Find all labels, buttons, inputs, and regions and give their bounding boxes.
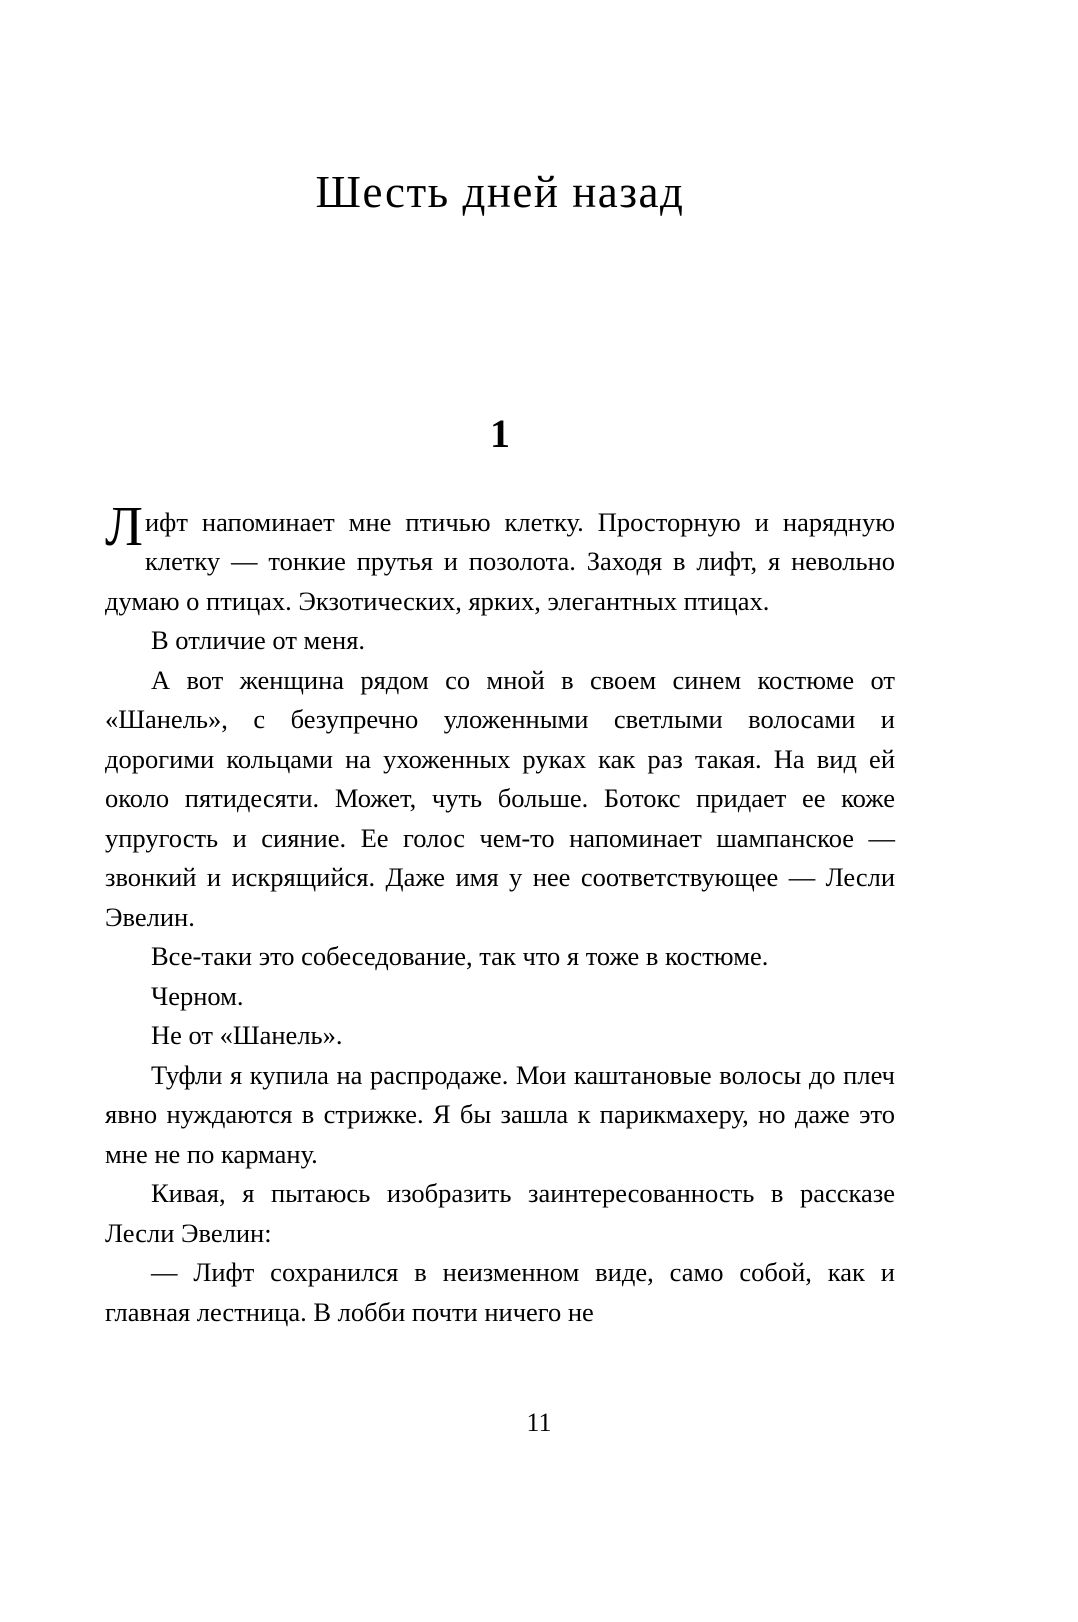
paragraph-1 [105, 495, 895, 622]
part-title: Шесть дней назад [315, 167, 685, 217]
paragraph-8: Кивая, я пытаюсь изобразить заинтересованность в рассказе Лесли Эвелин: [105, 1178, 895, 1248]
paragraph-7: Туфли я купила на распродаже. Мои каштановые волосы до плеч явно нуждаются в стрижке. Я бы зашла к парикмахеру, но даже это мне не по карману. [105, 1059, 895, 1169]
drop-cap: Л [105, 495, 143, 558]
page-number: 11 [526, 1408, 552, 1437]
chapter-number: 1 [490, 410, 510, 456]
paragraph-3: А вот женщина рядом со мной в своем синем костюме от «Шанель», с безупречно уложенными светлыми волосами и дорогими кольцами на ухоженных руках как раз такая. На вид ей около пятидесяти. Может, чуть больше. Ботокс придает ее коже упругость и сияние. Ее голос чем-то напоминает шампанское — звонкий и искрящийся. Даже имя у нее соответствующее — Лесли Эвелин. [105, 664, 895, 932]
paragraph-text: ифт напоминает мне птичью клетку. Просторную и нарядную клетку — тонкие прутья и позолота. Заходя в лифт, я невольно думаю о птицах. Экзотических, ярких, элегантных птицах. [105, 506, 895, 616]
paragraph-4: Все-таки это собеседование, так что я тоже в костюме. [151, 941, 769, 971]
page-content [105, 0, 895, 1622]
paragraph-5: Черном. [151, 980, 244, 1011]
paragraph-2: В отличие от меня. [151, 625, 366, 655]
paragraph-9: — Лифт сохранился в неизменном виде, само собой, как и главная лестница. В лобби почти ничего не [105, 1257, 895, 1327]
body-text [105, 457, 895, 1333]
paragraph-6: Не от «Шанель». [151, 1020, 343, 1050]
